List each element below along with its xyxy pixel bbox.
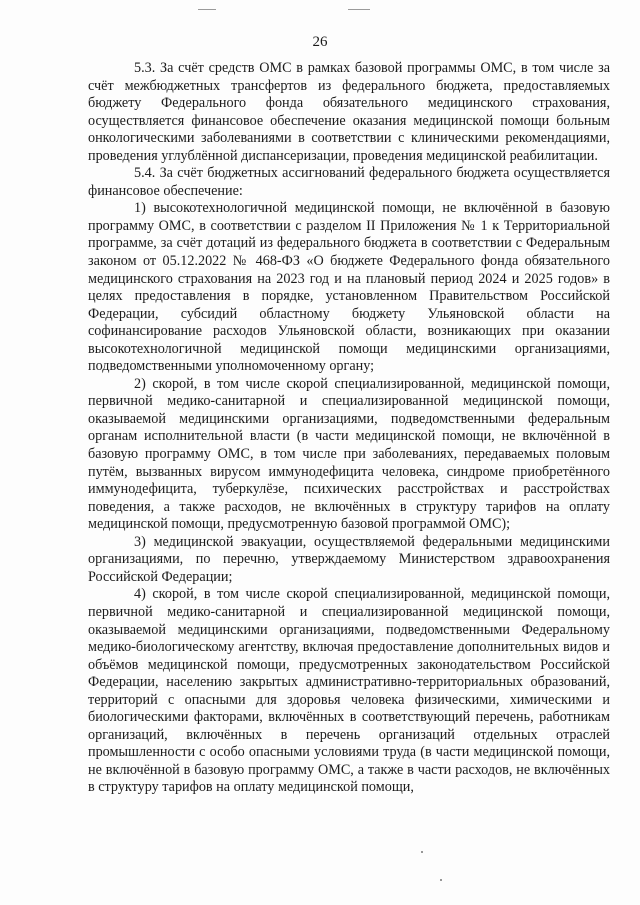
list-item-3: 3) медицинской эвакуации, осуществляемой федеральными медицинскими организациями, по перечню, утверждаемому Министерством здравоохранения Российской Федерации;	[88, 533, 610, 585]
scan-speck	[421, 851, 423, 853]
scan-speck	[440, 879, 442, 881]
list-item-2: 2) скорой, в том числе скорой специализированной, медицинской помощи, первичной медико-санитарной и специализированной медицинской помощи, оказываемой медицинскими организациями, подведомственными федеральным органам исполнительной власти (в части медицинской помощи, не включённой в базовую программу ОМС, в том числе при заболеваниях, передаваемых половым путём, вызванных вирусом иммунодефицита человека, синдроме приобретённого иммунодефицита, туберкулёзе, психических расстройствах и расстройствах поведения, а также расходов, не включённых в структуру тарифов на оплату медицинской помощи, предусмотренную базовой программой ОМС);	[88, 375, 610, 533]
list-item-4: 4) скорой, в том числе скорой специализированной, медицинской помощи, первичной медико-санитарной и специализированной медицинской помощи, оказываемой медицинскими организациями, подведомственными Федеральному медико-биологическому агентству, включая предоставление дополнительных видов и объёмов медицинской помощи, предусмотренных законодательством Российской Федерации, населению закрытых административно-территориальных образований, территорий с опасными для здоровья человека физическими, химическими и биологическими факторами, включённых в соответствующий перечень, работникам организаций, включённых в перечень организаций отдельных отраслей промышленности с особо опасными условиями труда (в части медицинской помощи, не включённой в базовую программу ОМС, а также в части расходов, не включённых в структуру тарифов на оплату медицинской помощи,	[88, 586, 610, 796]
page-number: 26	[312, 34, 328, 50]
document-body	[88, 60, 610, 797]
paragraph-5-3: 5.3. За счёт средств ОМС в рамках базовой программы ОМС, в том числе за счёт межбюджетных трансфертов из федерального бюджета, предоставляемых бюджету Федерального фонда обязательного медицинского страхования, осуществляется финансовое обеспечение оказания медицинской помощи больным онкологическими заболеваниями в соответствии с клиническими рекомендациями, проведения углублённой диспансеризации, проведения медицинской реабилитации.	[88, 60, 610, 164]
scan-artifact	[348, 9, 370, 10]
list-item-1: 1) высокотехнологичной медицинской помощи, не включённой в базовую программу ОМС, в соответствии с разделом II Приложения № 1 к Территориальной программе, за счёт дотаций из федерального бюджета в соответствии с Федеральным законом от 05.12.2022 № 468-ФЗ «О бюджете Федерального фонда обязательного медицинского страхования на 2023 год и на плановый период 2024 и 2025 годов» в целях предоставления в порядке, установленном Правительством Российской Федерации, субсидий областному бюджету Ульяновской области на софинансирование расходов Ульяновской области, возникающих при оказании высокотехнологичной медицинской помощи медицинскими организациями, подведомственными уполномоченному органу;	[88, 200, 610, 375]
scan-artifact	[198, 9, 216, 10]
paragraph-5-4: 5.4. За счёт бюджетных ассигнований федерального бюджета осуществляется финансовое обеспечение:	[88, 165, 610, 199]
